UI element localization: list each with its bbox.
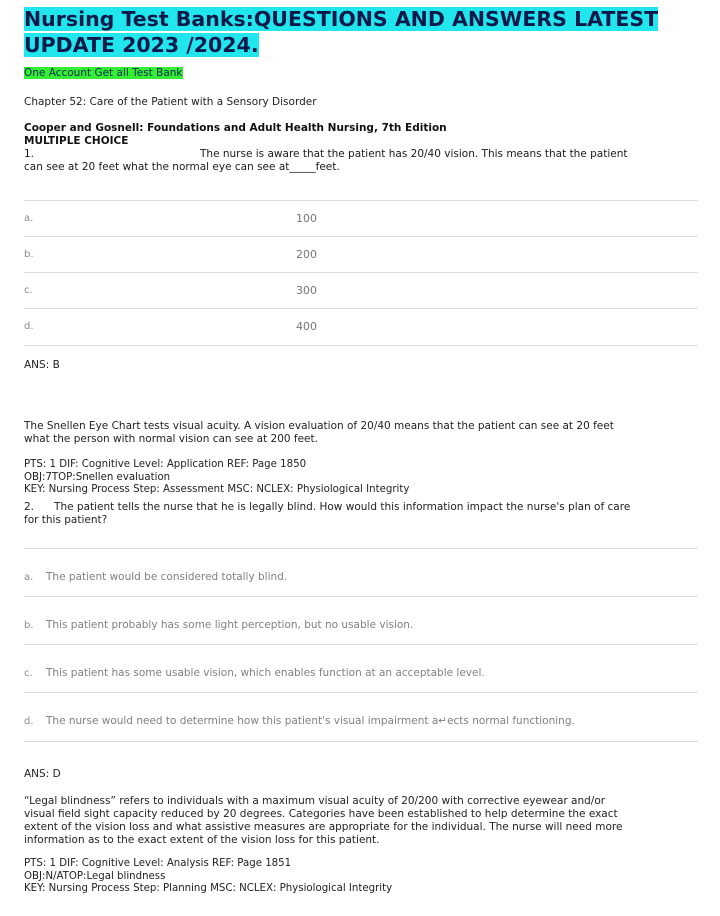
book-title: Cooper and Gosnell: Foundations and Adult Health Nursing, 7th Edition [24, 122, 447, 134]
question-2-option-b [24, 596, 698, 645]
question-1-answer: ANS: B [24, 359, 60, 371]
option-letter: c. [24, 668, 33, 679]
option-letter: d. [24, 716, 34, 727]
question-1-option-b [24, 236, 698, 273]
option-text: The nurse would need to determine how this patient's visual impairment a↵ects normal functioning. [46, 715, 575, 727]
option-letter: b. [24, 249, 34, 260]
option-value: 300 [296, 284, 317, 297]
option-letter: c. [24, 285, 33, 296]
question-1-stem: The nurse is aware that the patient has 20/40 vision. This means that the patient [200, 148, 628, 160]
question-2-option-d [24, 692, 698, 742]
question-2-answer: ANS: D [24, 768, 61, 780]
option-value: 400 [296, 320, 317, 333]
option-value: 100 [296, 212, 317, 225]
option-text: This patient probably has some light perception, but no usable vision. [46, 619, 414, 631]
question-1-option-c [24, 272, 698, 309]
question-1-rationale: The Snellen Eye Chart tests visual acuity. A vision evaluation of 20/40 means that the patient can see at 20 feet what the person with normal vision can see at 200 feet. [24, 420, 614, 445]
question-1-number: 1. [24, 148, 35, 160]
document-title: Nursing Test Banks:QUESTIONS AND ANSWERS LATEST UPDATE 2023 /2024. [24, 7, 659, 57]
option-text: This patient has some usable vision, which enables function at an acceptable level. [46, 667, 485, 679]
question-2-rationale: “Legal blindness” refers to individuals with a maximum visual acuity of 20/200 with corrective eyewear and/or visual field sight capacity reduced by 20 degrees. Categories have been established to help determine the exact extent of the vision loss and what assistive measures are appropriate for the individual. The nurse will need more information as to the exact extent of the vision loss for this patient. [24, 795, 623, 846]
question-1-option-a [24, 200, 698, 237]
question-2-option-a [24, 548, 698, 597]
question-2-stem: 2. The patient tells the nurse that he is legally blind. How would this information impact the nurse's plan of care for this patient? [24, 501, 631, 526]
question-1-stem-continued: can see at 20 feet what the normal eye can see at_____feet. [24, 161, 340, 173]
section-heading: MULTIPLE CHOICE [24, 135, 129, 147]
option-value: 200 [296, 248, 317, 261]
question-1-option-d [24, 308, 698, 346]
option-text: The patient would be considered totally blind. [46, 571, 288, 583]
question-2-option-c [24, 644, 698, 693]
question-2-metadata: PTS: 1 DIF: Cognitive Level: Analysis REF: Page 1851 OBJ:N/ATOP:Legal blindness KEY: Nursing Process Step: Planning MSC: NCLEX: Physiological Integrity [24, 858, 393, 894]
option-letter: d. [24, 321, 34, 332]
chapter-heading: Chapter 52: Care of the Patient with a Sensory Disorder [24, 96, 317, 108]
promo-highlight: One Account Get all Test Bank [24, 67, 183, 79]
option-letter: a. [24, 213, 34, 224]
option-letter: b. [24, 620, 34, 631]
question-1-metadata: PTS: 1 DIF: Cognitive Level: Application REF: Page 1850 OBJ:7TOP:Snellen evaluation KEY: Nursing Process Step: Assessment MSC: NCLEX: Physiological Integrity [24, 459, 410, 495]
option-letter: a. [24, 572, 34, 583]
